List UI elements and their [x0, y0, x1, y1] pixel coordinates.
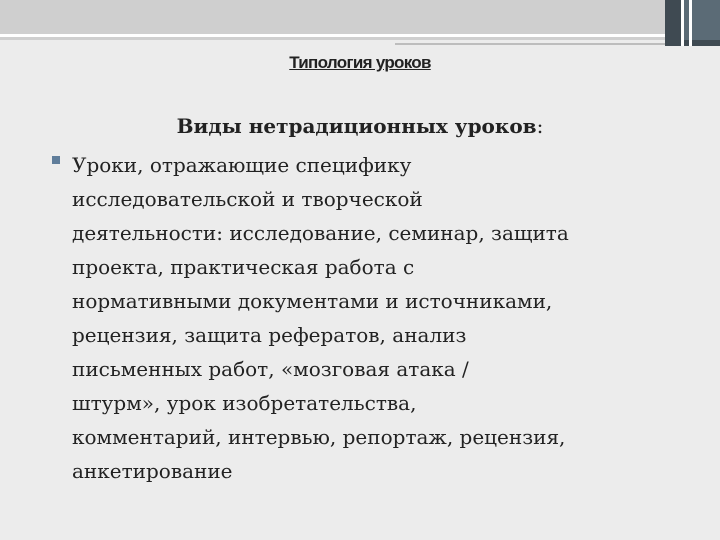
bullet-line: анкетирование [72, 459, 233, 483]
bullet-line: нормативными документами и источниками, [72, 289, 553, 313]
bullet-line: штурм», урок изобретательства, [72, 391, 417, 415]
bullet-line: письменных работ, «мозговая атака / [72, 357, 469, 381]
slide-subtitle [100, 112, 620, 140]
bullet-line: деятельности: исследование, семинар, защита [72, 221, 569, 245]
corner-stripe [681, 0, 684, 46]
bullet-line: Уроки, отражающие специфику [72, 153, 412, 177]
top-decor-line [0, 34, 665, 37]
corner-stripe [689, 0, 692, 46]
bullet-text [72, 148, 688, 488]
bullet-line: рецензия, защита рефератов, анализ [72, 323, 467, 347]
subtitle-colon: : [536, 114, 544, 138]
bullet-line: проекта, практическая работа с [72, 255, 415, 279]
bullet-line: исследовательской и творческой [72, 187, 423, 211]
subtitle-text: Виды нетрадиционных уроков [176, 114, 537, 138]
header-rule [395, 43, 665, 45]
corner-accent-inner [682, 0, 720, 40]
corner-accent [665, 0, 720, 46]
slide-title: Типология уроков [289, 53, 431, 72]
bullet-square-icon [52, 156, 60, 164]
bullet-line: комментарий, интервью, репортаж, рецензия, [72, 425, 566, 449]
